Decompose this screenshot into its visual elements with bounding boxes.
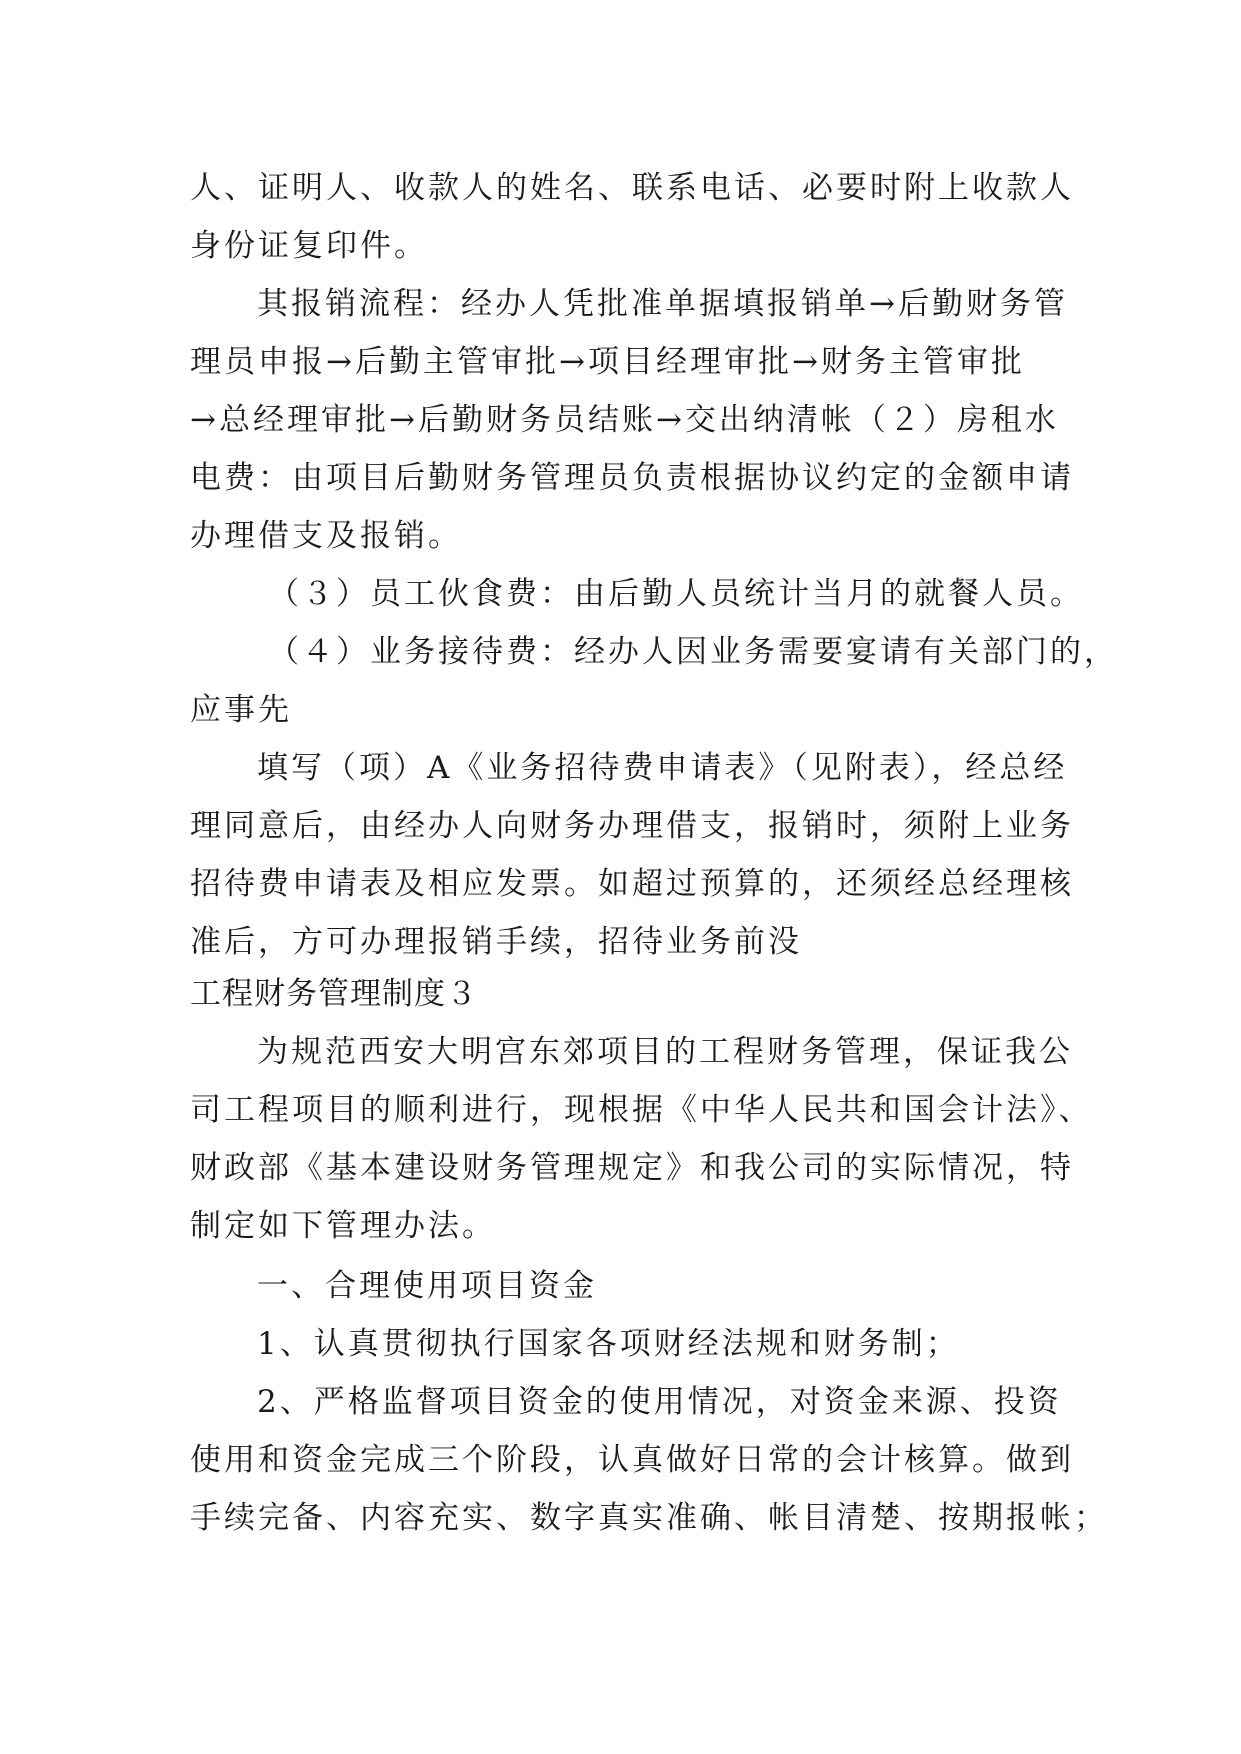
text-line: 理同意后，由经办人向财务办理借支，报销时，须附上业务: [190, 808, 1074, 844]
text-line: 司工程项目的顺利进行，现根据《中华人民共和国会计法》、: [190, 1092, 1093, 1128]
paragraph-line: 填写（项）A《业务招待费申请表》（见附表），经总经: [257, 750, 1068, 786]
list-item-3: （３）员工伙食费：由后勤人员统计当月的就餐人员。: [268, 576, 1084, 612]
text-line: 应事先: [190, 692, 292, 728]
list-item-1: 1、认真贯彻执行国家各项财经法规和财务制；: [257, 1326, 960, 1362]
text-line: 手续完备、内容充实、数字真实准确、帐目清楚、按期报帐；: [190, 1500, 1108, 1536]
text-line: 办理借支及报销。: [190, 518, 462, 554]
list-item-4: （４）业务接待费：经办人因业务需要宴请有关部门的，: [268, 634, 1118, 670]
text-line: 招待费申请表及相应发票。如超过预算的，还须经总经理核: [190, 866, 1074, 902]
text-line: 电费：由项目后勤财务管理员负责根据协议约定的金额申请: [190, 460, 1074, 496]
paragraph-line: 为规范西安大明宫东郊项目的工程财务管理，保证我公: [257, 1034, 1073, 1070]
paragraph-line: 其报销流程：经办人凭批准单据填报销单→后勤财务管: [257, 286, 1068, 322]
text-line: 财政部《基本建设财务管理规定》和我公司的实际情况，特: [190, 1150, 1074, 1186]
list-item-2: 2、严格监督项目资金的使用情况，对资金来源、投资: [257, 1384, 1062, 1420]
text-line: 人、证明人、收款人的姓名、联系电话、必要时附上收款人: [190, 170, 1074, 206]
text-line: →总经理审批→后勤财务员结账→交出纳清帐（２）房租水: [190, 402, 1059, 438]
text-line: 使用和资金完成三个阶段，认真做好日常的会计核算。做到: [190, 1442, 1074, 1478]
text-line: 制定如下管理办法。: [190, 1208, 496, 1244]
section-title: 工程财务管理制度３: [190, 976, 478, 1012]
text-line: 理员申报→后勤主管审批→项目经理审批→财务主管审批: [190, 344, 1025, 380]
text-line: 准后，方可办理报销手续，招待业务前没: [190, 924, 802, 960]
section-heading: 一、合理使用项目资金: [257, 1268, 597, 1304]
text-line: 身份证复印件。: [190, 228, 428, 264]
